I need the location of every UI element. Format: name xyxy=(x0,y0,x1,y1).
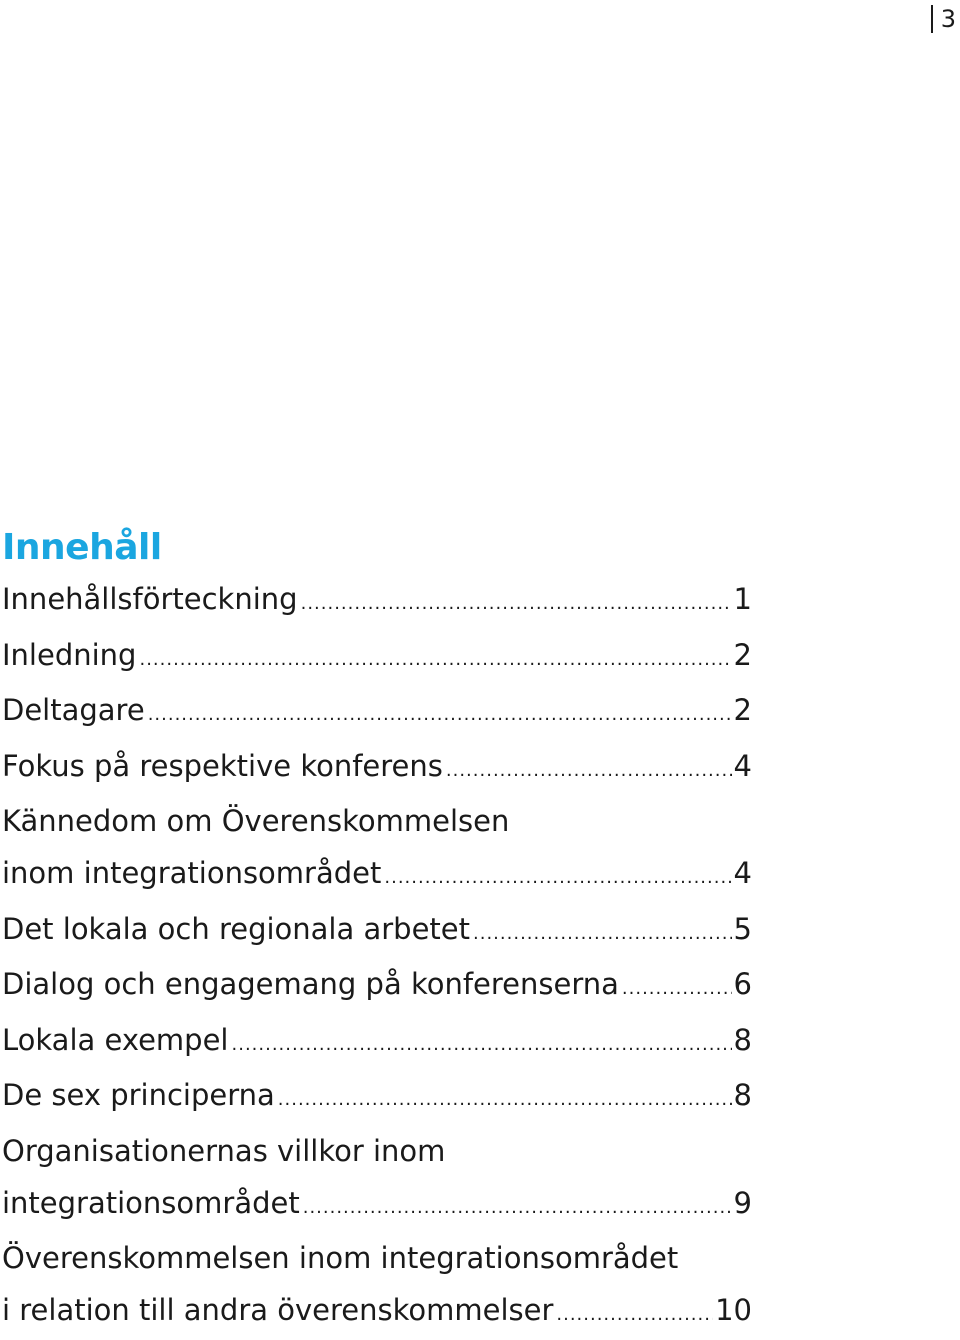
toc-entry xyxy=(2,1070,752,1126)
toc-line xyxy=(2,959,752,1015)
toc-entry-title: Deltagare xyxy=(2,693,145,728)
toc-line xyxy=(2,574,752,630)
toc-leader-dots xyxy=(139,634,731,686)
toc-entry xyxy=(2,630,752,686)
toc-leader-dots xyxy=(473,908,732,960)
toc-entry-title: Fokus på respektive konferens xyxy=(2,748,443,783)
toc-entry-title: integrationsområdet xyxy=(2,1185,300,1220)
toc-line xyxy=(2,1070,752,1126)
toc-leader-dots xyxy=(278,1074,732,1126)
toc-leader-dots xyxy=(556,1289,713,1340)
toc-entry-page: 2 xyxy=(733,693,752,728)
toc-entry-title-line: Kännedom om Överenskommelsen xyxy=(2,804,510,839)
table-of-contents xyxy=(2,520,752,1340)
toc-entry xyxy=(2,741,752,797)
toc-entry-title: Innehållsförteckning xyxy=(2,582,298,616)
toc-entry-page: 8 xyxy=(733,1022,752,1057)
toc-entry xyxy=(2,1015,752,1071)
toc-entry-page: 5 xyxy=(733,911,752,946)
toc-line xyxy=(2,848,752,904)
page-number-value: 3 xyxy=(940,5,956,33)
toc-entry-title-line: Överenskommelsen inom integrationsområdet xyxy=(2,1241,679,1276)
toc-line xyxy=(2,904,752,960)
toc-entry xyxy=(2,904,752,960)
toc-entry-page: 10 xyxy=(715,1292,752,1327)
toc-entry xyxy=(2,685,752,741)
toc-entry-page: 8 xyxy=(733,1078,752,1113)
toc-leader-dots xyxy=(622,963,732,1015)
toc-line xyxy=(2,1178,752,1234)
toc-line xyxy=(2,1015,752,1071)
toc-entry xyxy=(2,796,752,903)
toc-entry xyxy=(2,959,752,1015)
toc-leader-dots xyxy=(384,852,731,904)
toc-line xyxy=(2,741,752,797)
toc-entry-title: De sex principerna xyxy=(2,1078,275,1113)
toc-entry-page: 1 xyxy=(733,582,752,616)
toc-entry-title: i relation till andra överenskommelser xyxy=(2,1292,554,1327)
toc-line xyxy=(2,630,752,686)
toc-entry-page: 9 xyxy=(733,1185,752,1220)
toc-leader-dots xyxy=(303,1182,732,1234)
toc-entry-title: Det lokala och regionala arbetet xyxy=(2,911,471,946)
toc-leader-dots xyxy=(148,689,732,741)
toc-entry-title-line: Organisationernas villkor inom xyxy=(2,1133,446,1168)
toc-entry xyxy=(2,574,752,630)
toc-entry-page: 4 xyxy=(733,855,752,890)
toc-entry-page: 2 xyxy=(733,637,752,672)
toc-line xyxy=(2,1285,752,1340)
toc-line xyxy=(2,685,752,741)
toc-entry xyxy=(2,1233,752,1340)
toc-leader-dots xyxy=(446,745,732,797)
toc-leader-dots xyxy=(301,578,732,630)
page-number xyxy=(931,4,956,34)
toc-leader-dots xyxy=(232,1019,732,1071)
toc-entry-title: Inledning xyxy=(2,637,137,672)
toc-entry xyxy=(2,1126,752,1233)
toc-entry-page: 4 xyxy=(733,748,752,783)
toc-heading: Innehåll xyxy=(2,527,162,568)
toc-entry-title: inom integrationsområdet xyxy=(2,855,382,890)
page-number-rule xyxy=(931,5,933,33)
toc-entry-title: Dialog och engagemang på konferenserna xyxy=(2,967,619,1002)
toc-entry-title: Lokala exempel xyxy=(2,1022,229,1057)
toc-entry-page: 6 xyxy=(733,967,752,1002)
